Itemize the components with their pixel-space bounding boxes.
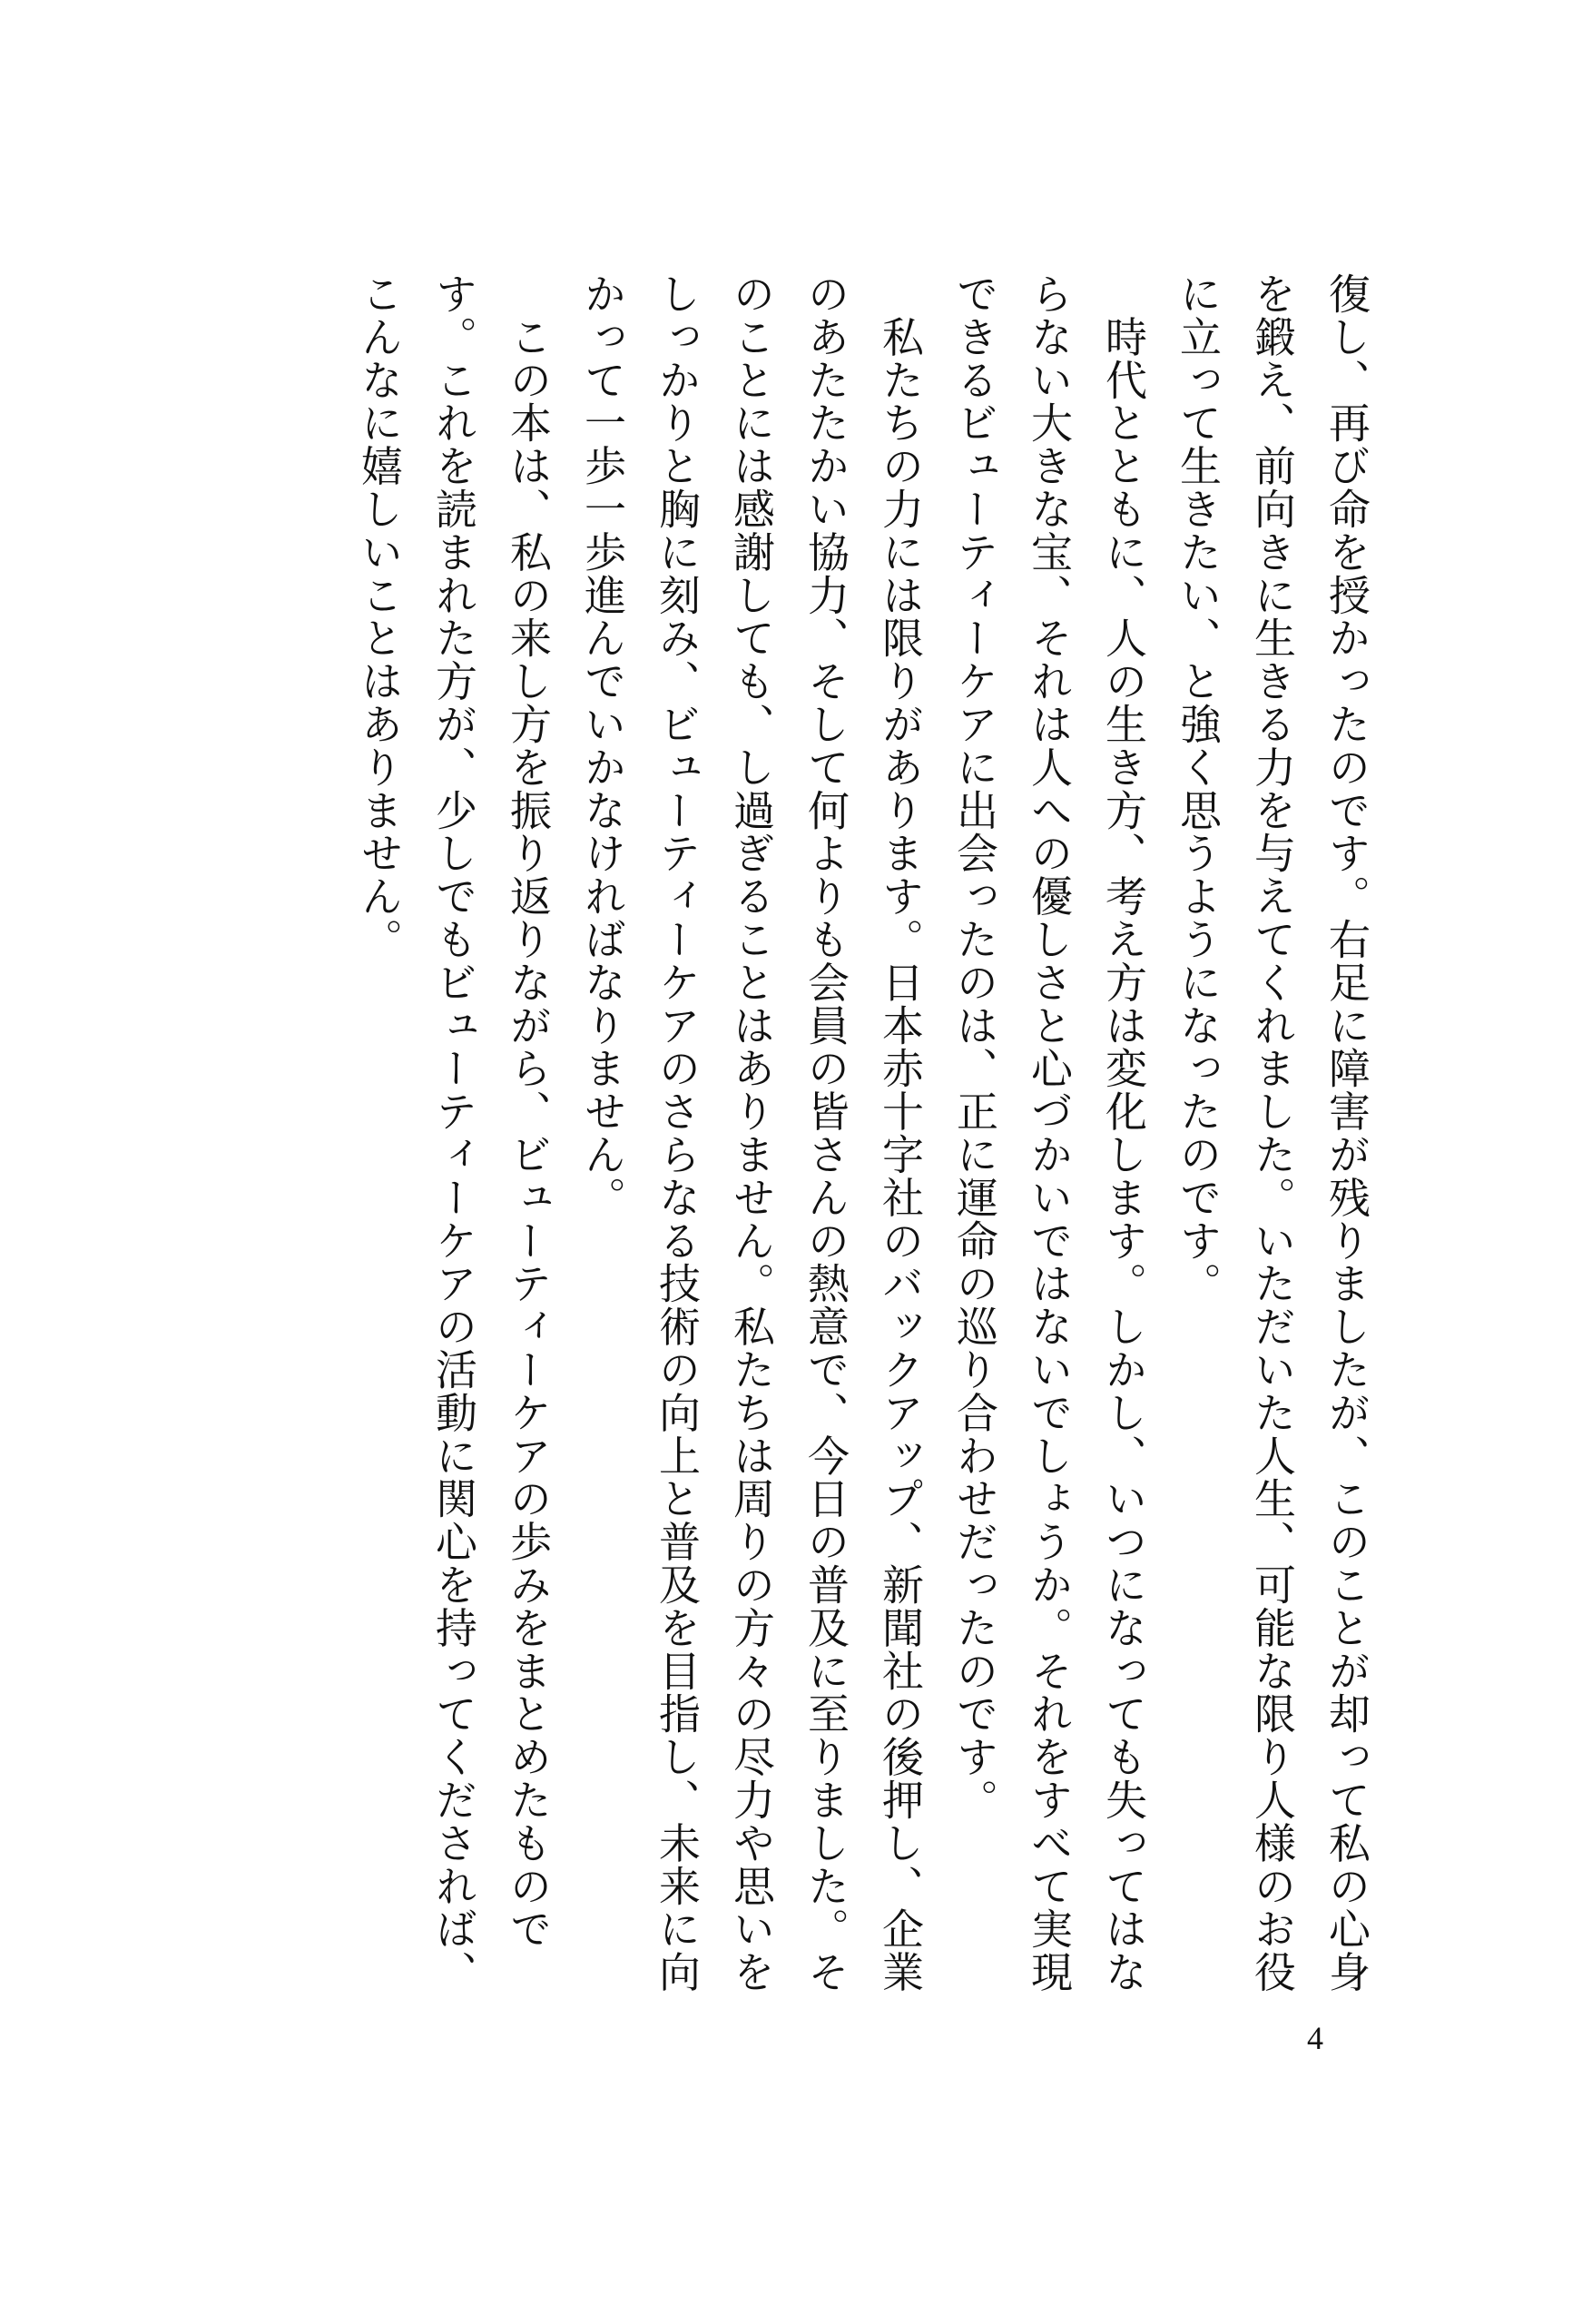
text-line-14: こんなに嬉しいことはありません。	[355, 272, 404, 961]
body-text-block	[168, 272, 1384, 2070]
text-line-4: 時代とともに、人の生き方、考え方は変化します。しかし、いつになっても失ってはな	[1099, 272, 1148, 1994]
text-line-3: に立って生きたい、と強く思うようになったのです。	[1174, 272, 1223, 1305]
text-line-13: す。これを読まれた方が、少しでもビューティーケアの活動に関心を持ってくだされば、	[429, 272, 478, 1994]
page-number: 4	[1307, 2020, 1323, 2056]
text-line-7: 私たちの力には限りがあります。日本赤十字社のバックアップ、新聞社の後押し、企業	[876, 272, 925, 1994]
text-line-5: らない大きな宝、それは人への優しさと心づかいではないでしょうか。それをすべて実現	[1025, 272, 1074, 1994]
text-line-8: のあたたかい協力、そして何よりも会員の皆さんの熱意で、今日の普及に至りました。そ	[801, 272, 850, 1994]
text-line-10: しっかりと胸に刻み、ビューティーケアのさらなる技術の向上と普及を目指し、未来に向	[653, 272, 702, 1994]
text-line-6: できるビューティーケアに出会ったのは、正に運命の巡り合わせだったのです。	[950, 272, 999, 1822]
text-line-9: のことには感謝しても、し過ぎることはありません。私たちは周りの方々の尽力や思いを	[727, 272, 776, 1994]
text-line-11: かって一歩一歩進んでいかなければなりません。	[578, 272, 627, 1219]
text-line-12: この本は、私の来し方を振り返りながら、ビューティーケアの歩みをまとめたもので	[504, 272, 553, 1951]
text-line-1: 復し、再び命を授かったのです。右足に障害が残りましたが、このことが却って私の心身	[1322, 272, 1371, 1994]
text-line-2: を鍛え、前向きに生きる力を与えてくれました。いただいた人生、可能な限り人様のお役	[1248, 272, 1297, 1994]
